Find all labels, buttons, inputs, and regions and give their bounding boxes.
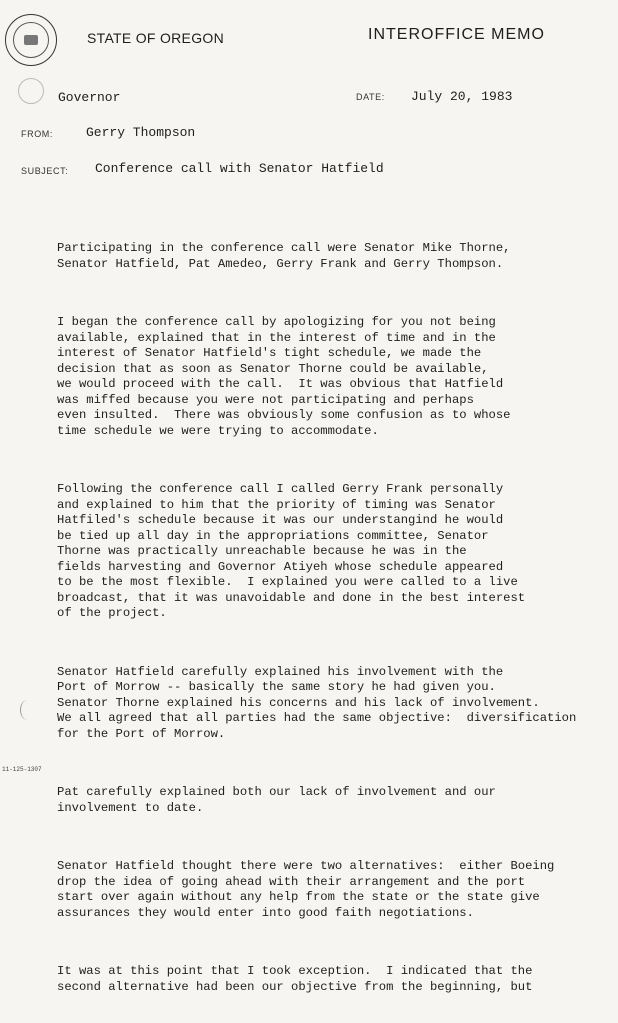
paragraph: Senator Hatfield carefully explained his involvement with the Port of Morrow -- basically the same story he had given you. Senator Thorne explained his concerns and his lack of involvement. We all agreed that all parties had the same objective: diversification for the Port of Morrow. <box>57 664 577 741</box>
from-value: Gerry Thompson <box>86 125 196 140</box>
paragraph: Senator Hatfield thought there were two alternatives: either Boeing drop the idea of going ahead with their arrangement and the port start over again without any help from the state or the state give assurances they would enter into good faith negotiations. <box>57 859 555 920</box>
from-label: FROM: <box>21 129 53 139</box>
paragraph: Pat carefully explained both our lack of involvement and our involvement to date. <box>57 785 496 815</box>
memo-title: INTEROFFICE MEMO <box>368 26 545 43</box>
paragraph: Participating in the conference call were Senator Mike Thorne, Senator Hatfield, Pat Amedeo, Gerry Frank and Gerry Thompson. <box>57 241 511 271</box>
to-value: Governor <box>58 90 121 105</box>
paragraph: It was at this point that I took exception. I indicated that the second alternative had been our objective from the beginning, but <box>57 964 533 994</box>
subject-label: SUBJECT: <box>21 166 69 176</box>
form-number: 11-125-1307 <box>2 766 42 773</box>
punch-hole-mark <box>18 78 44 104</box>
subject-value: Conference call with Senator Hatfield <box>95 161 384 176</box>
date-value: July 20, 1983 <box>411 89 513 104</box>
memo-body <box>57 210 597 1023</box>
margin-mark <box>20 700 35 720</box>
state-seal-icon <box>5 14 57 66</box>
date-label: DATE: <box>356 92 385 102</box>
paragraph: I began the conference call by apologizing for you not being available, explained that in the interest of time and in the interest of Senator Hatfield's tight schedule, we made the decision that as soon as Senator Thorne could be available, we would proceed with the call. It was obvious that Hatfield was miffed because you were not participating and perhaps even insulted. There was obviously some confusion as to whose time schedule we were trying to accommodate. <box>57 315 511 438</box>
agency-name: STATE OF OREGON <box>87 30 224 46</box>
paragraph: Following the conference call I called Gerry Frank personally and explained to him that the priority of timing was Senator Hatfiled's schedule because it was our understangind he would be tied up all day in the appropriations committee, Senator Thorne was practically unreachable because he was in the fields harvesting and Governor Atiyeh whose schedule appeared to be the most flexible. I explained you were called to a live broadcast, that it was unavoidable and done in the best interest of the project. <box>57 482 526 620</box>
